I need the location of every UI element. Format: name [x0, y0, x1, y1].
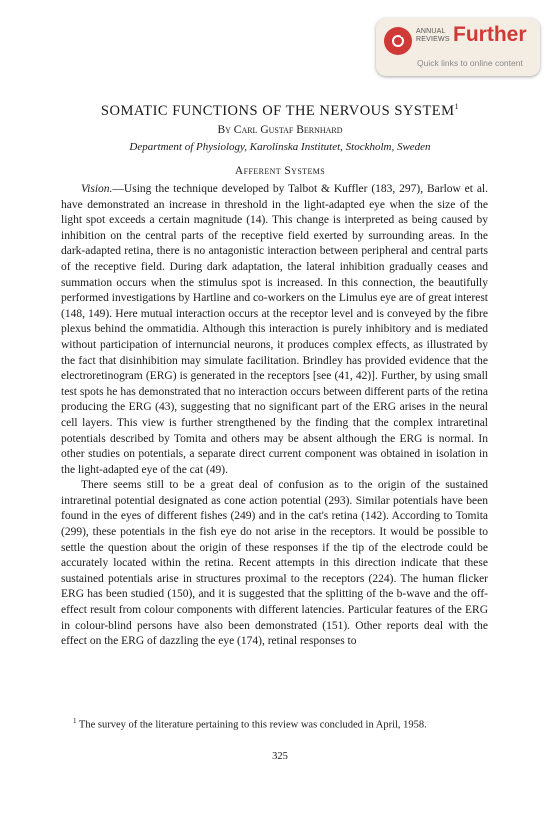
further-banner[interactable] [376, 18, 540, 76]
paragraph-2: There seems still to be a great deal of confusion as to the origin of the sustained intraretinal potential designated as cone action potential (293). Similar potentials have been found in the eyes of different fishes (249) and in the cat's retina (142). According to Tomita (299), these potentials in the fish eye do not arise in the receptors. It would be possible to settle the question about the origin of these responses if the tip of the electrode could be accurately located within the retina. Recent attempts in this direction indicate that these sustained potentials arise in structures proximal to the receptors (224). The human flicker ERG has been studied (150), and it is suggested that the splitting of the b-wave and the off-effect result from colour components with different latencies. Particular features of the ERG in colour-blind persons have also been demonstrated (151). Other reports deal with the effect on the ERG of dazzling the eye (174), retinal responses to [61, 479, 488, 648]
paragraph-lead: Vision. [81, 183, 113, 195]
article-title [0, 98, 560, 120]
title-footnote-mark: 1 [454, 102, 460, 111]
article-title-text: SOMATIC FUNCTIONS OF THE NERVOUS SYSTEM [100, 102, 455, 119]
paragraph-1-text: —Using the technique developed by Talbot & Kuffler (183, 297), Barlow et al. have demonstrated an increase in threshold in the light-adapted eye when the size of the light spot exceeds a certain magnitude (14). This change is interpreted as being caused by inhibition on the central parts of the receptive field exerted by surrounding areas. In the dark-adapted retina, there is no antagonistic interaction between peripheral and central parts of the receptive field. During dark adaptation, the lateral inhibition gradually ceases and summation occurs when the stimulus spot is increased. In this connection, the beautifully performed investigations by Hartline and co-workers on the Limulus eye are of great interest (148, 149). Here mutual interaction occurs at the receptor level and is conveyed by the fibre plexus behind the ommatidia. Although this interaction is purely inhibitory and is mediated without participation of internuncial neurons, it produces complex effects, as illustrated by the fact that disinhibition may simulate facilitation. Brindley has provided evidence that the electroretinogram (ERG) is generated in the receptors [see (41, 42)]. Further, by using small test spots he has demonstrated that no interaction occurs between different parts of the retina producing the ERG (43), suggesting that no significant part of the ERG arises in the neural cell layers. This view is further strengthened by the finding that the complex intraretinal potentials described by Tomita and others may be absent although the ERG is normal. In other studies on potentials, a separate direct current component was obtained in isolation in the light-adapted eye of the cat (49). [61, 183, 488, 476]
banner-subtitle[interactable]: Quick links to online content [417, 58, 523, 68]
banner-further-label: Further [453, 23, 527, 46]
department-line: Department of Physiology, Karolinska Institutet, Stockholm, Sweden [129, 141, 431, 153]
banner-brand [416, 28, 452, 44]
page-number: 325 [272, 751, 288, 762]
article-body [61, 182, 488, 650]
brand-line-reviews: REVIEWS [416, 36, 450, 43]
footnote-text: The survey of the literature pertaining to this review was concluded in April, 1958. [76, 719, 427, 731]
footnote [61, 714, 488, 733]
footnote-mark: 1 [73, 717, 77, 725]
section-heading: Afferent Systems [234, 165, 326, 177]
paragraph-1 [61, 182, 488, 478]
brand-line-annual: ANNUAL [416, 28, 446, 35]
annual-reviews-logo-icon [384, 27, 412, 55]
author-line: By Carl Gustaf Bernhard [217, 124, 343, 136]
